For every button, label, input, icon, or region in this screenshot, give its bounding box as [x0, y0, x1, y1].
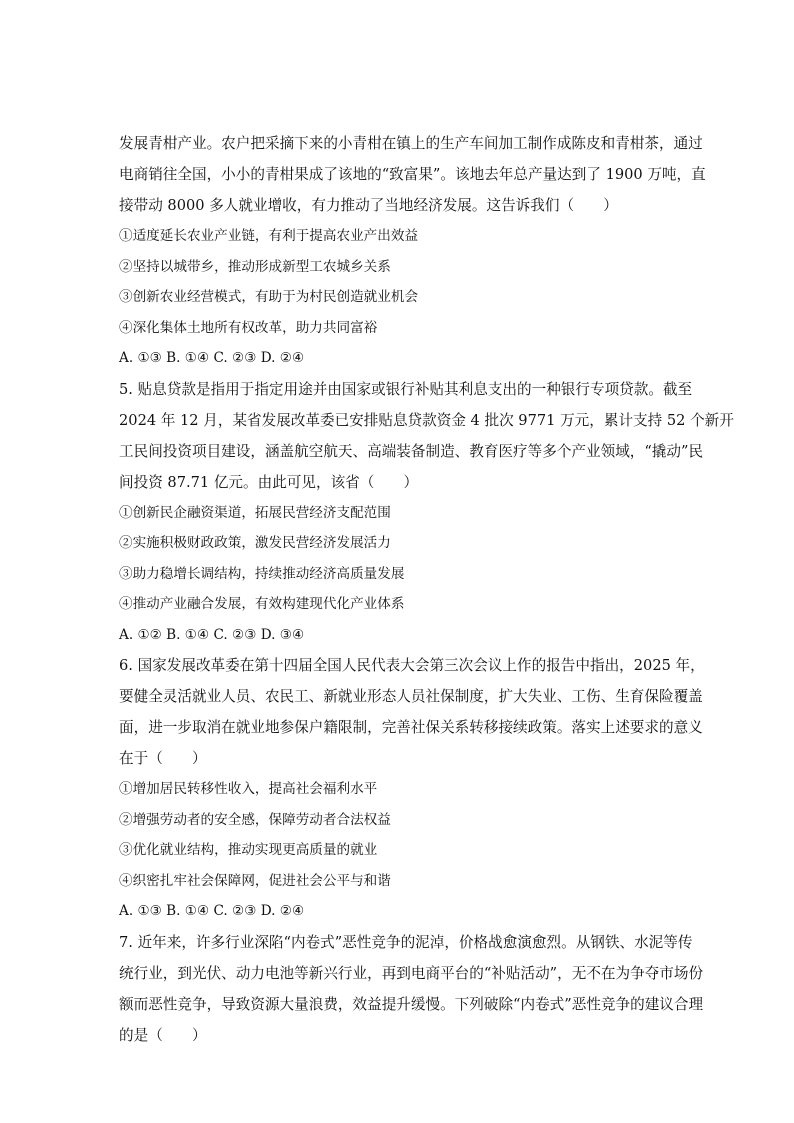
stem-line: 要健全灵活就业人员、农民工、新就业形态人员社保制度，扩大失业、工伤、生育保险覆盖 — [119, 688, 703, 705]
option-2: ②增强劳动者的安全感，保障劳动者合法权益 — [119, 811, 391, 828]
stem-line: 额而恶性竞争，导致资源大量浪费，效益提升缓慢。下列破除“内卷式”恶性竞争的建议合理 — [119, 995, 704, 1013]
question-4 — [119, 128, 706, 374]
option-2: ②坚持以城带乡，推动形成新型工农城乡关系 — [119, 258, 391, 275]
question-6-options — [119, 774, 679, 896]
question-5-stem — [119, 374, 734, 498]
option-4: ④织密扎牢社会保障网，促进社会公平与和谐 — [119, 872, 391, 889]
stem-line: 接带动 8000 多人就业增收，有力推动了当地经济发展。这告诉我们（ ） — [119, 197, 618, 214]
stem-line: 面，进一步取消在就业地参保户籍限制，完善社保关系转移接续政策。落实上述要求的意义 — [119, 719, 703, 736]
option-4: ④深化集体土地所有权改革，助力共同富裕 — [119, 319, 378, 336]
question-5-options — [119, 498, 679, 620]
question-7-stem — [119, 927, 704, 1051]
stem-line: 电商销往全国，小小的青柑果成了该地的“致富果”。该地去年总产量达到了 1900 万吨，直 — [119, 166, 706, 183]
option-1: ①创新民企融资渠道，拓展民营经济支配范围 — [119, 504, 391, 521]
stem-line: 在于（ ） — [119, 750, 207, 767]
stem-line: 的是（ ） — [119, 1026, 207, 1044]
option-3: ③创新农业经营模式，有助于为村民创造就业机会 — [119, 289, 419, 305]
question-5 — [119, 374, 734, 651]
stem-line: 2024 年 12 月，某省发展改革委已安排贴息贷款资金 4 批次 9771 万元，累计支持 52 个新开 — [119, 411, 734, 429]
question-6-stem — [119, 650, 705, 774]
option-3: ③优化就业结构，推动实现更高质量的就业 — [119, 842, 378, 858]
option-3: ③助力稳增长调结构，持续推动经济高质量发展 — [119, 565, 405, 582]
stem-line: 间投资 87.71 亿元。由此可见，该省（ ） — [119, 473, 419, 491]
question-4-options — [119, 221, 679, 343]
option-1: ①增加居民转移性收入，提高社会福利水平 — [119, 781, 378, 797]
question-7 — [119, 927, 704, 1051]
option-2: ②实施积极财政政策，激发民营经济发展活力 — [119, 535, 391, 551]
page-content — [119, 128, 734, 1051]
question-6 — [119, 650, 705, 927]
stem-line: 5. 贴息贷款是指用于指定用途并由国家或银行补贴其利息支出的一种银行专项贷款。截至 — [119, 380, 693, 398]
question-6-answer-choices: A. ①③ B. ①④ C. ②③ D. ②④ — [119, 903, 305, 919]
stem-line: 工民间投资项目建设，涵盖航空航天、高端装备制造、教育医疗等多个产业领域，“撬动”民 — [119, 442, 704, 460]
stem-line: 6. 国家发展改革委在第十四届全国人民代表大会第三次会议上作的报告中指出，2025 年， — [119, 657, 705, 674]
option-4: ④推动产业融合发展，有效构建现代化产业体系 — [119, 596, 405, 612]
stem-line: 7. 近年来，许多行业深陷“内卷式”恶性竞争的泥淖，价格战愈演愈烈。从钢铁、水泥等传 — [119, 933, 693, 951]
option-1: ①适度延长农业产业链，有利于提高农业产出效益 — [119, 228, 419, 244]
question-4-stem — [119, 128, 706, 221]
question-4-answer-choices: A. ①③ B. ①④ C. ②③ D. ②④ — [119, 350, 305, 366]
stem-line: 统行业，到光伏、动力电池等新兴行业，再到电商平台的“补贴活动”，无不在为争夺市场份 — [119, 964, 704, 982]
question-5-answer-choices: A. ①② B. ①④ C. ②③ D. ③④ — [119, 626, 305, 643]
stem-line: 发展青柑产业。农户把采摘下来的小青柑在镇上的生产车间加工制作成陈皮和青柑茶，通过 — [119, 135, 703, 152]
